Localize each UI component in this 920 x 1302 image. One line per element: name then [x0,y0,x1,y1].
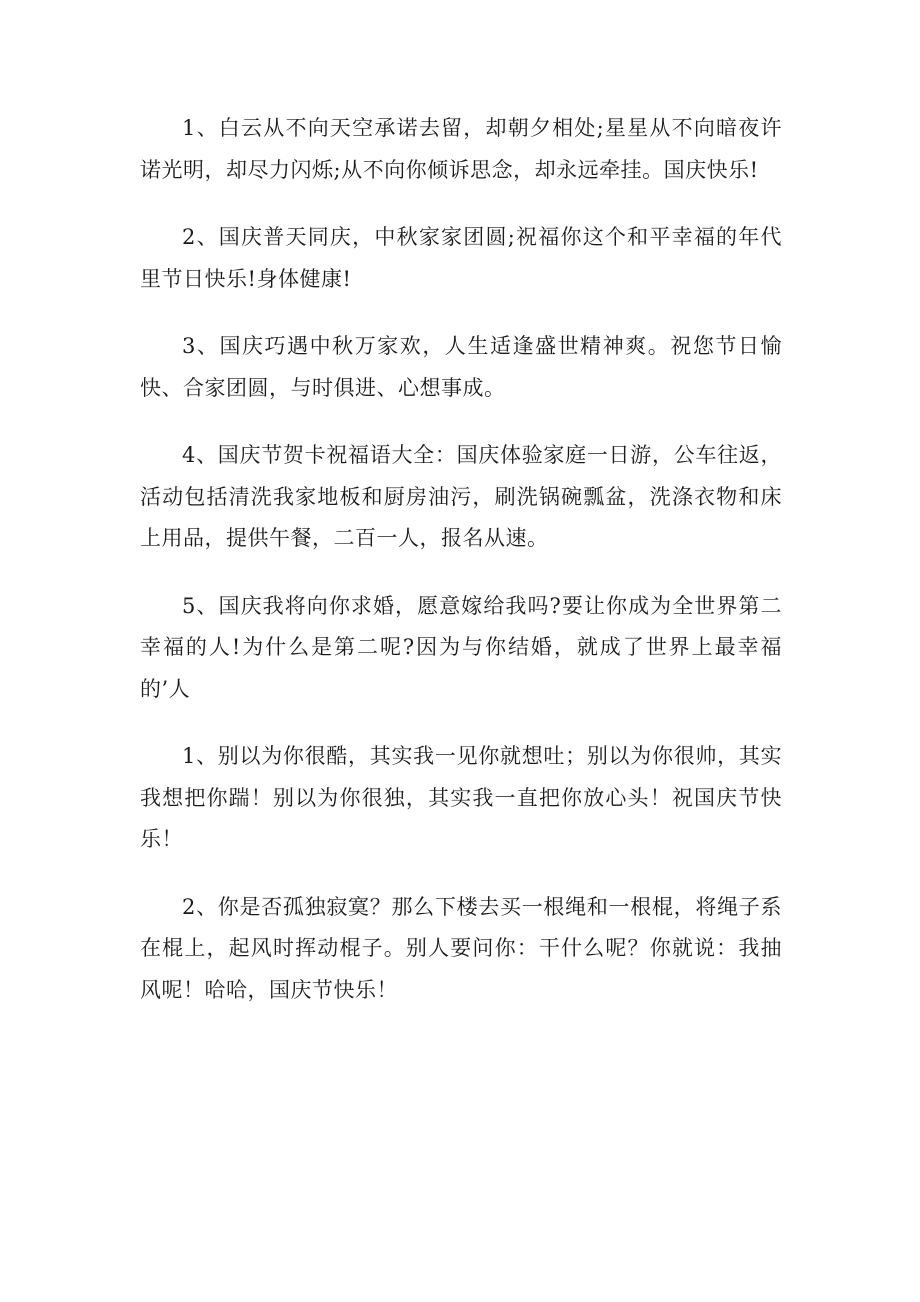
paragraph-6: 1、别以为你很酷，其实我一见你就想吐；别以为你很帅，其实我想把你踹！别以为你很独，其实我一直把你放心头！祝国庆节快乐！ [140,744,782,851]
paragraph-2: 2、国庆普天同庆，中秋家家团圆;祝福你这个和平幸福的年代里节日快乐!身体健康! [140,225,782,291]
paragraph-4: 4、国庆节贺卡祝福语大全：国庆体验家庭一日游，公车往返，活动包括清洗我家地板和厨房油污，刷洗锅碗瓢盆，洗涤衣物和床上用品，提供午餐，二百一人，报名从速。 [140,443,782,550]
paragraph-5: 5、国庆我将向你求婚，愿意嫁给我吗?要让你成为全世界第二幸福的人!为什么是第二呢?因为与你结婚，就成了世界上最幸福的’人 [140,593,782,701]
document-body [140,108,782,1037]
paragraph-1: 1、白云从不向天空承诺去留，却朝夕相处;星星从不向暗夜许诺光明，却尽力闪烁;从不向你倾诉思念，却永远牵挂。国庆快乐! [140,116,782,182]
paragraph-7: 2、你是否孤独寂寞？那么下楼去买一根绳和一根棍，将绳子系在棍上，起风时挥动棍子。别人要问你：干什么呢？你就说：我抽风呢！哈哈，国庆节快乐！ [140,894,782,1002]
paragraph-3: 3、国庆巧遇中秋万家欢，人生适逢盛世精神爽。祝您节日愉快、合家团圆，与时俱进、心想事成。 [140,334,782,400]
